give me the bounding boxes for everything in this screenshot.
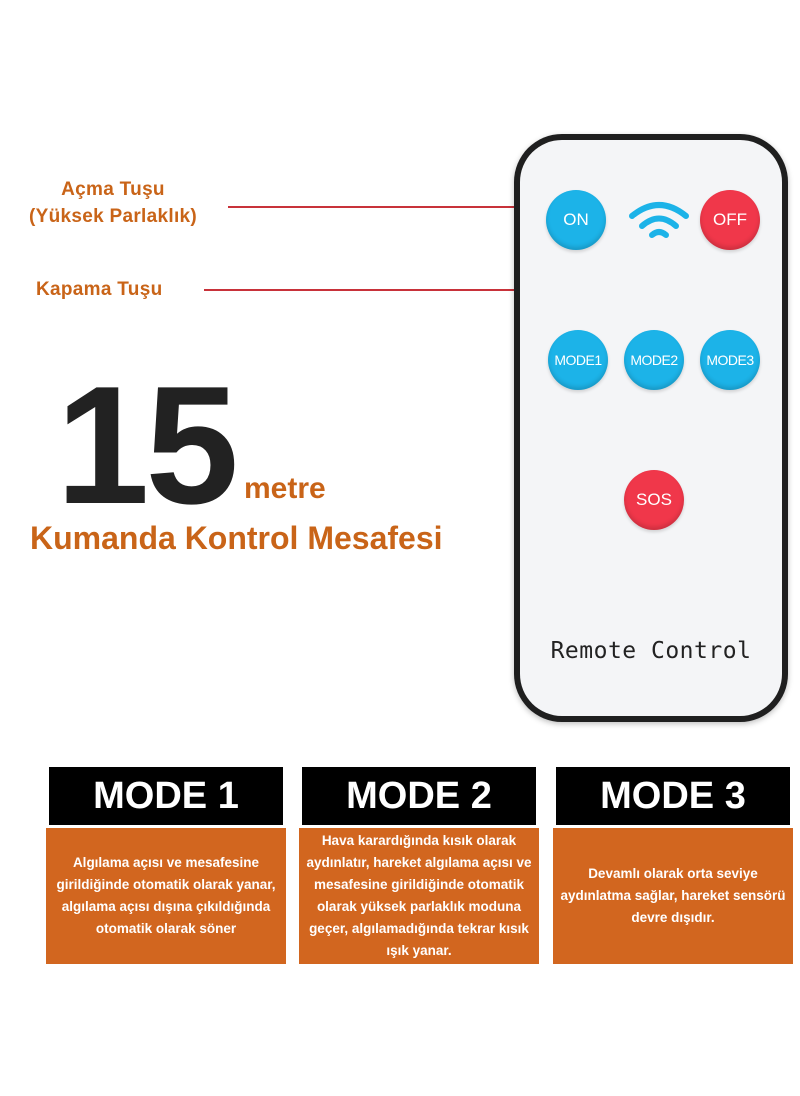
off-button[interactable]: OFF [700,190,760,250]
mode-3-description: Devamlı olarak orta seviye aydınlatma sağlar, hareket sensörü devre dışıdır. [553,828,793,964]
distance-unit: metre [244,472,326,505]
distance-subtitle: Kumanda Kontrol Mesafesi [30,520,443,556]
mode-3-panel [553,764,793,964]
mode-2-panel [299,764,539,964]
mode-2-title: MODE 2 [299,764,539,828]
on-callout-subtitle: (Yüksek Parlaklık) [28,206,198,227]
mode2-button[interactable]: MODE2 [624,330,684,390]
sos-button[interactable]: SOS [624,470,684,530]
mode1-button[interactable]: MODE1 [548,330,608,390]
mode3-button[interactable]: MODE3 [700,330,760,390]
remote-control [514,134,788,722]
on-callout-title: Açma Tuşu [61,179,165,200]
wifi-icon [628,200,690,244]
mode-1-description: Algılama açısı ve mesafesine girildiğinde otomatik olarak yanar, algılama açısı dışına çıkıldığında otomatik olarak söner [46,828,286,964]
remote-label: Remote Control [550,638,752,664]
on-callout [10,176,216,230]
off-callout-title: Kapama Tuşu [36,279,163,300]
mode-3-title: MODE 3 [553,764,793,828]
mode-2-description: Hava karardığında kısık olarak aydınlatır, hareket algılama açısı ve mesafesine girildiğinde otomatik olarak yüksek parlaklık moduna geçer, algılamadığında tekrar kısık ışık yanar. [299,828,539,964]
on-button[interactable]: ON [546,190,606,250]
remote-face [520,140,782,716]
mode-1-title: MODE 1 [46,764,286,828]
off-callout [36,276,162,303]
mode-1-panel [46,764,286,964]
distance-number: 15 [56,351,235,539]
